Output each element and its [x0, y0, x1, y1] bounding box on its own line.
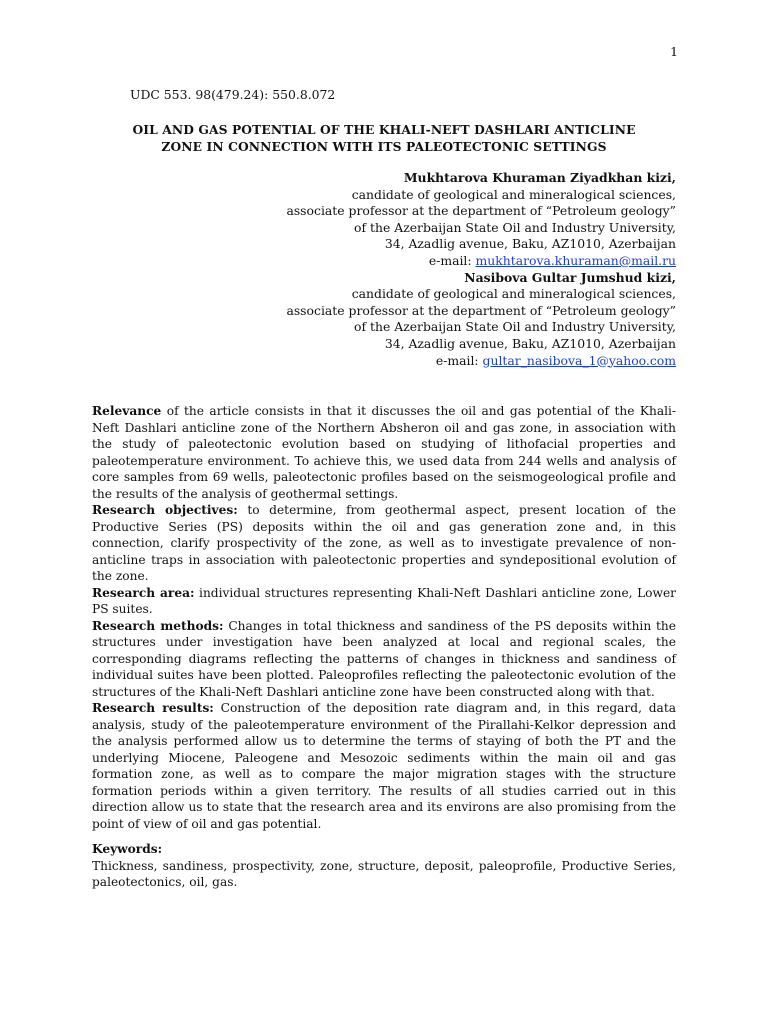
area-paragraph: [92, 585, 676, 618]
objectives-paragraph: [92, 502, 676, 585]
author-2-name: Nasibova Gultar Jumshud kizi,: [464, 269, 676, 285]
title-line-2: ZONE IN CONNECTION WITH ITS PALEOTECTONIC SETTINGS: [161, 139, 607, 154]
objectives-label: Research objectives:: [92, 503, 238, 517]
author-1-email-line: [92, 253, 676, 270]
author-2-university: of the Azerbaijan State Oil and Industry University,: [354, 319, 676, 335]
author-2-email-link[interactable]: gultar_nasibova_1@yahoo.com: [482, 352, 676, 368]
keywords-text: Thickness, sandiness, prospectivity, zone, structure, deposit, paleoprofile, Productive Series, paleotectonics, oil, gas.: [92, 858, 676, 889]
results-label: Research results:: [92, 701, 214, 715]
relevance-paragraph: [92, 403, 676, 502]
author-2-email-line: [92, 353, 676, 370]
email-label: e-mail:: [428, 252, 476, 268]
author-2-degree: candidate of geological and mineralogical sciences,: [351, 286, 676, 302]
area-text: individual structures representing Khali-Neft Dashlari anticline zone, Lower PS suites.: [92, 585, 676, 616]
udc-code: UDC 553. 98(479.24): 550.8.072: [130, 87, 336, 102]
area-label: Research area:: [92, 585, 195, 600]
keywords-heading: Keywords:: [92, 842, 163, 856]
relevance-text: of the article consists in that it discusses the oil and gas potential of the Khali-Neft Dashlari anticline zone of the Northern Absheron oil and gas zone, in association with the study of paleotectonic evolution based on studying of lithofacial properties and paleotemperature environment. To achieve this, we used data from 244 wells and analysis of core samples from 69 wells, paleotectonic profiles based on the seismogeological profile and the results of the analysis of geothermal settings.: [92, 404, 676, 501]
author-1-email-link[interactable]: mukhtarova.khuraman@mail.ru: [475, 252, 676, 268]
page-number: 1: [670, 44, 678, 59]
author-1-name: Mukhtarova Khuraman Ziyadkhan kizi,: [403, 170, 676, 185]
author-1-university: of the Azerbaijan State Oil and Industry University,: [354, 219, 676, 235]
methods-paragraph: [92, 618, 676, 701]
author-1-degree: candidate of geological and mineralogical sciences,: [351, 186, 676, 202]
author-1-position: associate professor at the department of “Petroleum geology”: [286, 203, 676, 219]
results-paragraph: [92, 700, 676, 832]
author-block: [92, 170, 676, 369]
objectives-text: to determine, from geothermal aspect, present location of the Productive Series (PS) deposits within the oil and gas generation zone and, in this connection, clarify prospectivity of the zone, as well as to investigate prevalence of non-anticline traps in association with paleotectonic properties and syndepositional evolution of the zone.: [92, 503, 676, 583]
abstract: [92, 403, 676, 832]
methods-text: Changes in total thickness and sandiness of the PS deposits within the structures under investigation have been analyzed at local and regional scales, the corresponding diagrams reflecting the patterns of changes in thickness and sandiness of individual suites have been plotted. Paleoprofiles reflecting the paleotectonic evolution of the structures of the Khali-Neft Dashlari anticline zone have been constructed along with that.: [92, 618, 676, 699]
author-2-position: associate professor at the department of “Petroleum geology”: [286, 302, 676, 318]
email-label: e-mail:: [435, 352, 483, 368]
relevance-label: Relevance: [92, 404, 162, 418]
results-text: Construction of the deposition rate diagram and, in this regard, data analysis, study of the paleotemperature environment of the Pirallahi-Kelkor depression and the analysis performed allow us to determine the terms of staying of both the PT and the underlying Miocene, Paleogene and Mesozoic sediments within the main oil and gas formation zone, as well as to compare the major migration stages with the structure formation periods within a given territory. The results of all studies carried out in this direction allow us to state that the research area and its environs are also promising from the point of view of oil and gas potential.: [92, 701, 676, 831]
author-1-address: 34, Azadlig avenue, Baku, AZ1010, Azerbaijan: [384, 236, 676, 252]
author-2-address: 34, Azadlig avenue, Baku, AZ1010, Azerbaijan: [384, 335, 676, 351]
title-line-1: OIL AND GAS POTENTIAL OF THE KHALI-NEFT DASHLARI ANTICLINE: [132, 122, 636, 137]
methods-label: Research methods:: [92, 618, 224, 633]
keywords-section: [92, 841, 676, 891]
article-title: [92, 121, 676, 155]
